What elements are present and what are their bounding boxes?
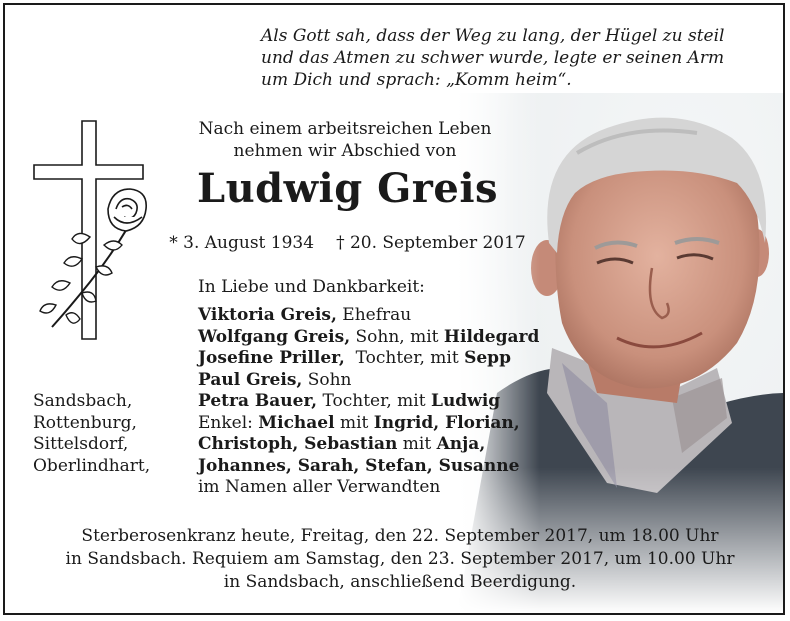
intro-text: [165, 118, 525, 162]
place: Rottenburg,: [33, 412, 137, 433]
mourner-line: [198, 434, 539, 456]
mourner-name: Sepp: [464, 348, 511, 368]
poem: [261, 25, 781, 91]
mourner-relation: Sohn, mit: [350, 326, 444, 347]
mourner-relation: mit: [397, 434, 437, 454]
mourner-name: Wolfgang Greis,: [198, 326, 351, 347]
mourner-line: [198, 348, 539, 370]
deceased-name: Ludwig Greis: [196, 165, 499, 212]
mourner-line: [198, 391, 539, 413]
mourner-name: Johannes, Sarah, Stefan, Susanne: [198, 455, 520, 476]
mourner-relation: mit: [334, 412, 374, 433]
death-date: † 20. September 2017: [336, 233, 526, 253]
poem-line: um Dich und sprach: „Komm heim“.: [261, 70, 572, 90]
mourners-list: [198, 305, 539, 499]
mourner-name: Michael: [258, 412, 335, 433]
mourner-line: [198, 477, 539, 499]
mourner-relation: Enkel:: [198, 412, 259, 433]
mourner-line: [198, 305, 539, 327]
life-dates: [155, 233, 540, 253]
mourner-name: Ludwig: [430, 391, 501, 411]
mourner-line: [198, 456, 539, 478]
service-line: in Sandsbach. Requiem am Samstag, den 23. September 2017, um 10.00 Uhr: [65, 549, 735, 569]
mourner-relation: Tochter, mit: [317, 391, 431, 411]
service-line: in Sandsbach, anschließend Beerdigung.: [223, 572, 577, 592]
mourner-relation: Ehefrau: [336, 305, 412, 325]
mourner-name: Ingrid, Florian,: [373, 412, 520, 433]
mourner-relation: im Namen aller Verwandten: [198, 477, 441, 497]
mourner-relation: Tochter, mit: [344, 348, 465, 368]
intro-line: nehmen wir Abschied von: [233, 141, 457, 161]
thanks-heading: In Liebe und Dankbarkeit:: [198, 277, 425, 297]
service-line: Sterberosenkranz heute, Freitag, den 22. September 2017, um 18.00 Uhr: [81, 526, 719, 546]
mourner-relation: Sohn: [302, 369, 352, 390]
mourner-name: Viktoria Greis,: [198, 305, 337, 325]
poem-line: Als Gott sah, dass der Weg zu lang, der Hügel zu steil: [261, 26, 725, 46]
obituary-card: [3, 3, 785, 615]
service-info: [5, 525, 785, 594]
mourner-line: [198, 327, 539, 349]
mourner-line: [198, 370, 539, 392]
mourner-name: Josefine Priller,: [198, 348, 345, 368]
mourner-name: Paul Greis,: [198, 369, 303, 390]
mourner-name: Hildegard: [443, 326, 540, 347]
birth-date: * 3. August 1934: [169, 233, 315, 253]
poem-line: und das Atmen zu schwer wurde, legte er seinen Arm: [261, 48, 725, 68]
mourner-line: [198, 413, 539, 435]
intro-line: Nach einem arbeitsreichen Leben: [198, 119, 492, 139]
places-list: [33, 391, 150, 477]
mourner-name: Anja,: [436, 434, 486, 454]
mourner-name: Christoph, Sebastian: [198, 434, 398, 454]
place: Sandsbach,: [33, 391, 133, 411]
cross-with-rose-icon: [30, 117, 150, 347]
place: Oberlindhart,: [33, 455, 151, 476]
mourner-name: Petra Bauer,: [198, 391, 318, 411]
place: Sittelsdorf,: [33, 434, 129, 454]
